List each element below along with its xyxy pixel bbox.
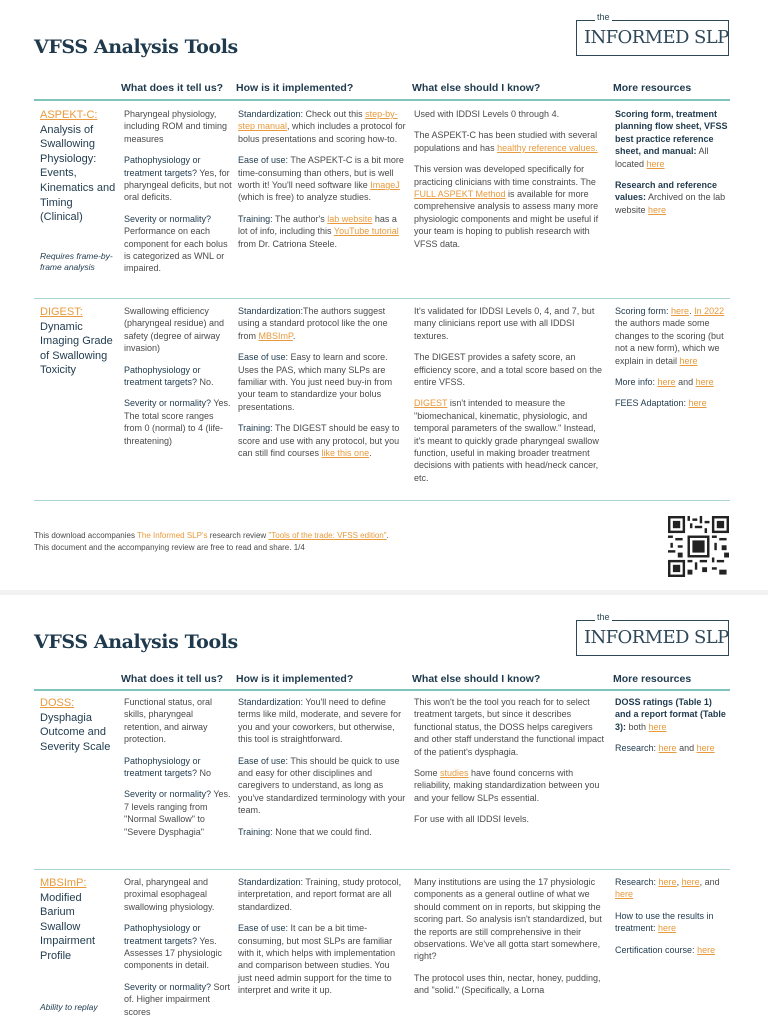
aspekt-else-cell	[414, 108, 604, 259]
doss-training-label: Training:	[238, 826, 273, 837]
doss-training-text: None that we could find.	[272, 826, 372, 837]
digest-more-info-link-1[interactable]: here	[657, 377, 676, 388]
mbsimp-note: Ability to replay	[40, 1001, 98, 1012]
row-divider	[34, 869, 730, 870]
page-footer	[34, 530, 389, 554]
aspekt-scoring-form-text: All located	[615, 146, 709, 169]
in-2022-link[interactable]: In 2022	[694, 306, 725, 316]
aspekt-ease-text-2: (which is free) to analyze studies.	[238, 192, 372, 203]
healthy-reference-values-link[interactable]: healthy reference values.	[497, 142, 598, 153]
separator: ,	[676, 877, 682, 887]
footer-period: .	[386, 531, 389, 540]
aspekt-else-iddsi: Used with IDDSI Levels 0 through 4.	[414, 109, 560, 119]
mbsimp-resources-cell	[615, 876, 728, 965]
doss-link[interactable]: DOSS:	[40, 697, 75, 709]
digest-else-cell	[414, 305, 604, 493]
doss-research-label: Research:	[615, 743, 657, 754]
mbsimp-severity-label: Severity or normality?	[124, 981, 212, 992]
col-header-what: What does it tell us?	[121, 673, 224, 685]
mbsimp-standardization-text: Training, study protocol, interpretation, and report format are all standardized.	[238, 877, 402, 912]
page-title: VFSS Analysis Tools	[34, 36, 238, 58]
aspekt-training-text-3: from Dr. Catriona Steele.	[238, 238, 338, 249]
separator: .	[689, 306, 695, 316]
step-by-step-manual-link[interactable]: step-by-step manual	[238, 109, 398, 132]
digest-link[interactable]: DIGEST:	[40, 306, 83, 318]
digest-patho-label: Pathophysiology or treatment targets?	[124, 364, 201, 388]
digest-severity-text: Yes. The total score ranges from 0 (normal) to 4 (life-threatening)	[124, 398, 231, 446]
digest-how-cell	[238, 305, 406, 468]
doss-ratings-text: both	[626, 721, 649, 732]
col-header-resources: More resources	[613, 82, 692, 94]
logo-the: the	[597, 12, 610, 22]
aspekt-training-text-2: has a lot of info, including this	[238, 213, 397, 237]
aspekt-patho-label: Pathophysiology or treatment targets?	[124, 155, 201, 178]
col-header-how: How is it implemented?	[236, 673, 354, 685]
doss-what-text: Functional status, oral skills, pharyngeal retention, and airway protection.	[124, 697, 213, 745]
imagej-link[interactable]: ImageJ	[370, 180, 400, 191]
youtube-tutorial-link[interactable]: YouTube tutorial	[333, 226, 399, 237]
digest-ease-label: Ease of use:	[238, 352, 289, 363]
mbsimp-else-cell	[414, 876, 604, 1006]
aspekt-note: Requires frame-by-frame analysis	[40, 250, 113, 273]
mbsimp-what-text: Oral, pharyngeal and proximal esophageal swallowing physiology.	[124, 877, 215, 912]
aspekt-tool-cell	[40, 108, 118, 274]
aspekt-else-version-2: is available for more comprehensive analysis to assess many more physiologic components and might be useful if your team is hoping to publish research with VFSS data.	[414, 189, 599, 249]
digest-patho-text: No.	[197, 377, 214, 388]
digest-training-text: The DIGEST should be easy to score and use with any protocol, but you can still find courses	[238, 423, 400, 459]
mbsimp-research-link-1[interactable]: here	[658, 877, 677, 887]
doss-how-cell	[238, 696, 406, 847]
aspekt-scoring-form-label: Scoring form, treatment planning flow sheet, VFSS best practice reference sheet, and manual:	[615, 109, 728, 157]
doss-severity-text: Yes. 7 levels ranging from "Normal Swallow" to "Severe Dysphagia"	[124, 789, 231, 837]
digest-standardization-text: The authors suggest using a standard protocol like the one from	[238, 306, 388, 341]
mbsimp-standardization-label: Standardization:	[238, 877, 304, 887]
digest-fees-link[interactable]: here	[688, 398, 707, 409]
digest-standardization-text-2: .	[292, 330, 296, 341]
digest-fees-label: FEES Adaptation:	[615, 398, 687, 409]
full-aspekt-method-link[interactable]: FULL ASPEKT Method	[414, 189, 506, 200]
aspekt-standardization-text: Check out this	[303, 109, 366, 119]
mbsimp-else-protocol: The protocol uses thin, nectar, honey, pudding, and "solid." (Specifically, a Lorna	[414, 972, 601, 996]
col-header-how: How is it implemented?	[236, 82, 354, 94]
digest-training-label: Training:	[238, 423, 273, 434]
mbsimp-name: Modified Barium Swallow Impairment Profile	[40, 891, 96, 962]
logo-wordmark: INFORMED SLP	[584, 627, 729, 648]
col-header-else: What else should I know?	[412, 673, 541, 685]
digest-explain-link[interactable]: here	[679, 355, 698, 366]
aspekt-link[interactable]: ASPEKT-C:	[40, 109, 98, 121]
mbsimp-treatment-label: How to use the results in treatment:	[615, 910, 714, 934]
aspekt-ease-text: The ASPEKT-C is a bit more time-consuming than others, but is well worth it! You'll need software like	[238, 155, 404, 191]
doss-else-some: Some	[414, 768, 441, 779]
doss-else-iddsi: For use with all IDDSI levels.	[414, 814, 530, 825]
digest-what-cell	[124, 305, 232, 456]
aspekt-training-text: The author's	[272, 213, 328, 224]
footer-text: This download accompanies	[34, 531, 138, 540]
digest-what-text: Swallowing efficiency (pharyngeal residue) and safety (degree of airway invasion)	[124, 306, 225, 354]
col-header-what: What does it tell us?	[121, 82, 224, 94]
mbsimp-patho-label: Pathophysiology or treatment targets?	[124, 923, 201, 946]
aspekt-research-link[interactable]: here	[648, 204, 667, 215]
mbsimp-how-cell	[238, 876, 406, 1006]
doss-ratings-label: DOSS ratings (Table 1) and a report format (Table 3):	[615, 697, 726, 732]
digest-scoring-form-link[interactable]: here	[671, 306, 690, 316]
aspekt-name: Analysis of Swallowing Physiology: Events, Kinematics and Timing (Clinical)	[40, 123, 116, 224]
logo-wordmark: INFORMED SLP	[584, 27, 729, 48]
aspekt-scoring-form-link[interactable]: here	[646, 158, 665, 169]
doss-patho-label: Pathophysiology or treatment targets?	[124, 755, 201, 779]
digest-standardization-label: Standardization:	[238, 306, 304, 316]
doss-ratings-link[interactable]: here	[648, 721, 667, 732]
qr-code-icon[interactable]	[668, 516, 729, 577]
doss-research-link-1[interactable]: here	[658, 743, 677, 754]
informed-slp-logo	[576, 12, 729, 56]
footer-brand: The Informed SLP's	[137, 531, 208, 540]
aspekt-severity-label: Severity or normality?	[124, 213, 212, 224]
aspekt-what-text: Pharyngeal physiology, including ROM and timing measures	[124, 109, 228, 144]
aspekt-standardization-text-2: , which includes a protocol for bolus presentations and scoring how-to.	[238, 121, 406, 144]
doss-patho-text: No	[197, 768, 212, 779]
mbsimp-research-link-2[interactable]: here	[681, 877, 700, 887]
mbsimp-research-link-3[interactable]: here	[615, 889, 634, 900]
mbsimp-link[interactable]: MBSImP	[258, 330, 293, 341]
mbsimp-ease-text: It can be a bit time-consuming, but most SLPs are familiar with it, which helps with implementation and comparison between studies. You just need admin support for the time to interpret and write it up.	[238, 923, 396, 996]
digest-else-scores: The DIGEST provides a safety score, an efficiency score, and a total score based on the entire VFSS.	[414, 352, 602, 388]
digest-severity-label: Severity or normality?	[124, 398, 212, 409]
separator: , and	[699, 877, 720, 887]
mbsimp-tool-cell	[40, 876, 118, 1013]
aspekt-ease-label: Ease of use:	[238, 155, 289, 166]
doss-ease-label: Ease of use:	[238, 755, 289, 766]
separator: and	[675, 377, 696, 388]
digest-more-info-label: More info:	[615, 377, 656, 388]
digest-tool-cell	[40, 305, 118, 378]
page-2	[0, 595, 768, 1024]
footer-share-note: This document and the accompanying review are free to read and share. 1/4	[34, 543, 305, 552]
doss-else-cell	[414, 696, 604, 835]
page-title: VFSS Analysis Tools	[34, 631, 238, 653]
doss-else-reliability: have found concerns with reliability, making standardization between you and your fellow SLPs essential.	[414, 768, 600, 803]
aspekt-else-studied: The ASPEKT-C has been studied with several populations and has	[414, 130, 598, 153]
doss-severity-label: Severity or normality?	[124, 789, 212, 800]
header-rule	[34, 689, 730, 691]
col-header-else: What else should I know?	[412, 82, 541, 94]
doss-what-cell	[124, 696, 232, 847]
course-link[interactable]: like this one	[321, 448, 370, 459]
row-divider	[34, 298, 730, 299]
digest-name: Dynamic Imaging Grade of Swallowing Toxicity	[40, 320, 113, 377]
col-header-resources: More resources	[613, 673, 692, 685]
mbsimp-ease-label: Ease of use:	[238, 923, 289, 934]
mbsimp-tool-link[interactable]: MBSImP:	[40, 877, 87, 889]
digest-else-intended: isn't intended to measure the "biomechanical, kinematic, physiologic, and temporal parameters of the swallow." Instead, it's meant to quickly grade pharyngeal swallow function, useful in making broader treatment decisions with patients with head/neck cancer, etc.	[414, 398, 599, 483]
footer-text-2: research review	[207, 531, 269, 540]
doss-else-functional: This won't be the tool you reach for to select treatment targets, but since it describes functional status, the DOSS helps caregivers and other staff understand the functional impact of the patient's dysphagia.	[414, 697, 604, 757]
digest-inline-link[interactable]: DIGEST	[414, 398, 448, 409]
research-review-link[interactable]: "Tools of the trade: VFSS edition"	[268, 531, 387, 540]
aspekt-training-label: Training:	[238, 213, 273, 224]
doss-name: Dysphagia Outcome and Severity Scale	[40, 711, 111, 753]
aspekt-resources-cell	[615, 108, 728, 225]
digest-training-text-2: .	[369, 448, 372, 459]
digest-else-iddsi: It's validated for IDDSI Levels 0, 4, and 7, but many clinicians report use with all IDDSI textures.	[414, 306, 595, 341]
mbsimp-research-label: Research:	[615, 877, 657, 887]
separator: and	[676, 743, 697, 754]
doss-ease-text: This should be quick to use and easy for other disciplines and caregivers to understand, as long as you've standardized terminology with your team.	[238, 755, 406, 816]
doss-research-link-2[interactable]: here	[696, 743, 715, 754]
mbsimp-what-cell	[124, 876, 232, 1027]
header-rule	[34, 99, 730, 101]
aspekt-how-cell	[238, 108, 406, 259]
row-divider-bottom	[34, 500, 730, 501]
logo-the: the	[597, 612, 610, 622]
digest-scoring-form-label: Scoring form:	[615, 306, 669, 316]
doss-standardization-text: You'll need to define terms like mild, moderate, and severe for you and your coworkers, but otherwise, this tool is straightforward.	[238, 697, 402, 745]
aspekt-standardization-label: Standardization:	[238, 109, 304, 119]
mbsimp-certification-link[interactable]: here	[697, 944, 716, 955]
informed-slp-logo	[576, 612, 729, 656]
doss-standardization-label: Standardization:	[238, 697, 304, 707]
mbsimp-patho-text: Yes. Assesses 17 physiologic components in detail.	[124, 935, 223, 971]
doss-resources-cell	[615, 696, 728, 764]
aspekt-severity-text: Performance on each component for each bolus is categorized as WNL or impaired.	[124, 226, 228, 274]
mbsimp-else-institutions: Many institutions are using the 17 physiologic components as a general outline of what we should comment on in reports, but skipping the scoring part. So analysis isn't standardized, but the reports are still comprehensive in their observations. We've all gotta start somewhere, right?	[414, 877, 602, 962]
doss-tool-cell	[40, 696, 118, 754]
mbsimp-treatment-link[interactable]: here	[658, 923, 677, 934]
digest-changes-text: the authors made some changes to the scoring (but not a new form), which we explain in detail	[615, 318, 724, 366]
digest-resources-cell	[615, 305, 728, 419]
mbsimp-certification-label: Certification course:	[615, 944, 695, 955]
digest-ease-text: Easy to learn and score. Uses the PAS, which many SLPs are familiar with. You just need buy-in from your team to standardize your bolus presentations.	[238, 352, 393, 412]
digest-more-info-link-2[interactable]: here	[695, 377, 714, 388]
lab-website-link[interactable]: lab website	[327, 213, 373, 224]
aspekt-patho-text: Yes, for pharyngeal deficits, but not oral deficits.	[124, 167, 232, 203]
studies-link[interactable]: studies	[440, 768, 469, 779]
aspekt-research-label: Research and reference values:	[615, 180, 718, 203]
mbsimp-severity-text: Sort of. Higher impairment scores	[124, 981, 231, 1017]
aspekt-else-version: This version was developed specifically for practicing clinicians with time constraints. The	[414, 164, 596, 187]
aspekt-research-text: Archived on the lab website	[615, 192, 726, 215]
aspekt-what-cell	[124, 108, 232, 284]
